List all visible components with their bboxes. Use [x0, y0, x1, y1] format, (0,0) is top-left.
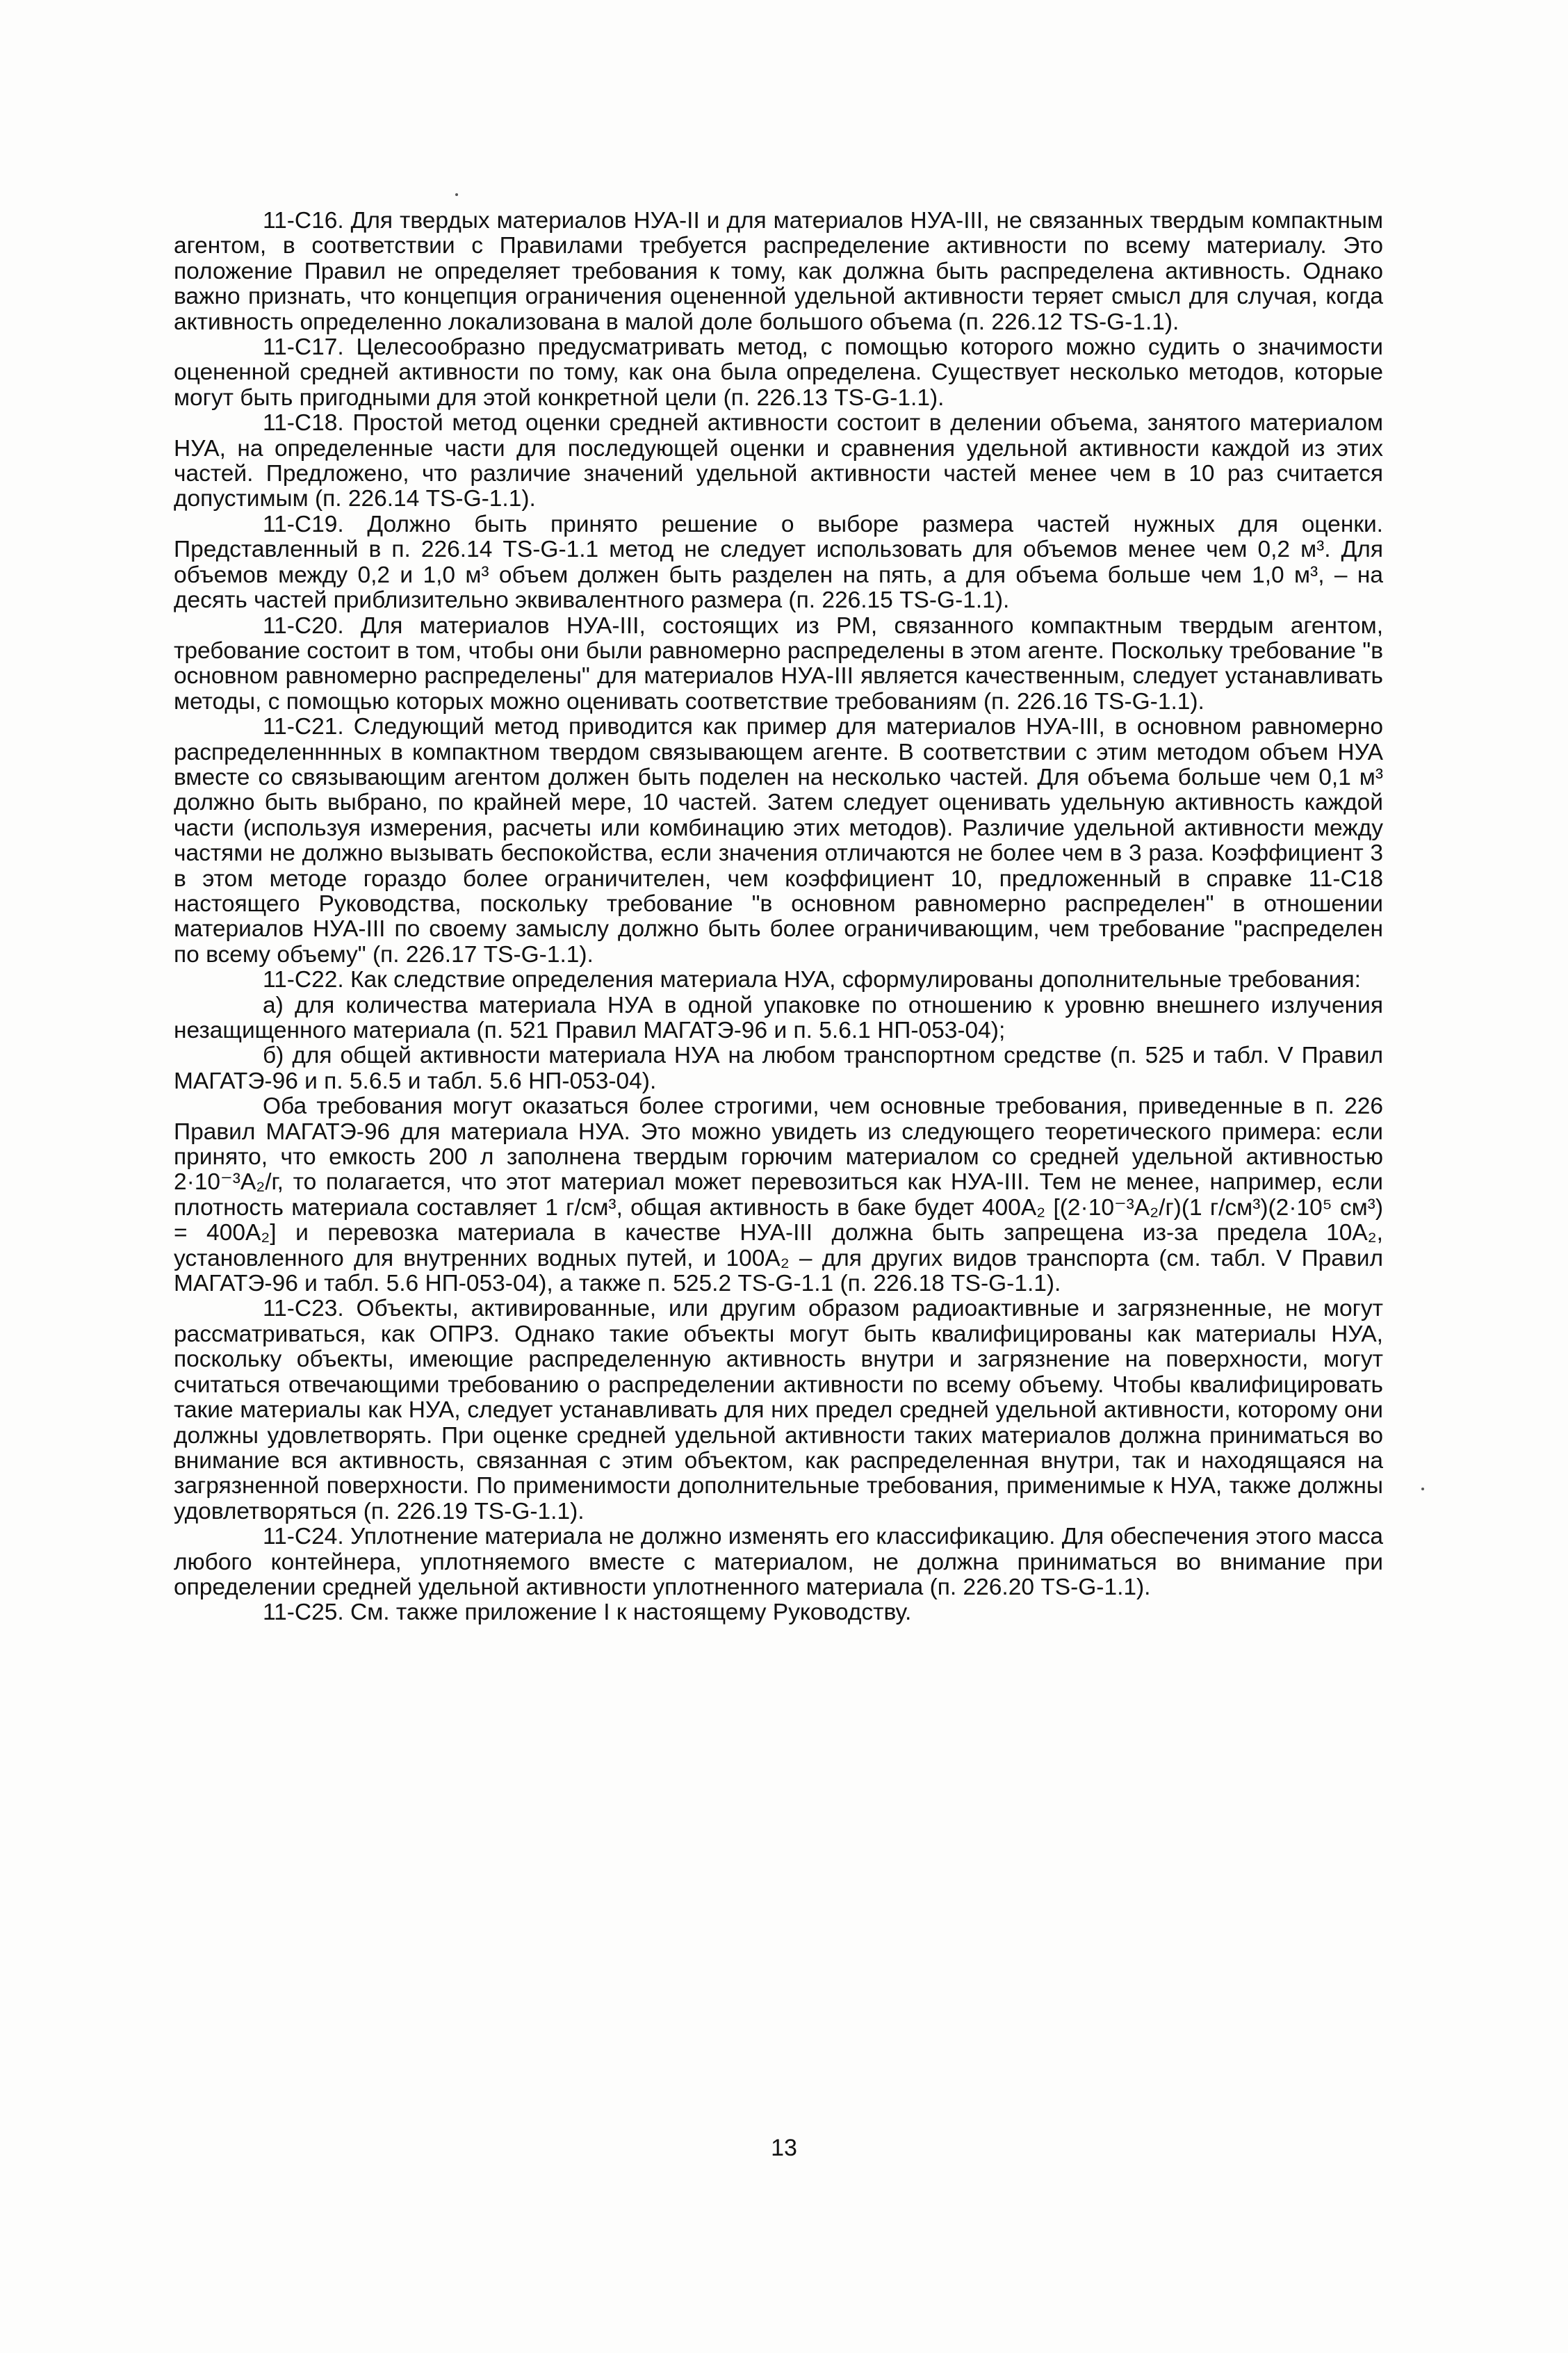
- list-item-b: б) для общей активности материала НУА на любом транспортном средстве (п. 525 и табл. V Правил МАГАТЭ-96 и п. 5.6.5 и табл. 5.6 НП-053-04).: [174, 1043, 1383, 1094]
- scan-speck: [455, 193, 458, 196]
- list-item-a: а) для количества материала НУА в одной упаковке по отношению к уровню внешнего излучения незащищенного материала (п. 521 Правил МАГАТЭ-96 и п. 5.6.1 НП-053-04);: [174, 992, 1383, 1043]
- paragraph-11-c18: 11-С18. Простой метод оценки средней активности состоит в делении объема, занятого материалом НУА, на определенные части для последующей оценки и сравнения удельной активности каждой из этих частей. Предложено, что различие значений удельной активности частей менее чем в 10 раз считается допустимым (п. 226.14 TS-G-1.1).: [174, 410, 1383, 512]
- paragraph-11-c17: 11-С17. Целесообразно предусматривать метод, с помощью которого можно судить о значимости оцененной средней активности по тому, как она была определена. Существует несколько методов, которые могут быть пригодными для этой конкретной цели (п. 226.13 TS-G-1.1).: [174, 334, 1383, 411]
- scan-speck: [1421, 1488, 1424, 1490]
- paragraph-11-c20: 11-С20. Для материалов НУА-III, состоящих из РМ, связанного компактным твердым агентом, требование состоит в том, чтобы они были равномерно распределены в этом агенте. Поскольку требование "в основном равномерно распределены" для материалов НУА-III является качественным, следует устанавливать методы, с помощью которых можно оценивать соответствие требованиям (п. 226.16 TS-G-1.1).: [174, 612, 1383, 715]
- paragraph-11-c24: 11-С24. Уплотнение материала не должно изменять его классификацию. Для обеспечения этого масса любого контейнера, уплотняемого вместе с материалом, не должна приниматься во внимание при определении средней удельной активности уплотненного материала (п. 226.20 TS-G-1.1).: [174, 1524, 1383, 1600]
- body-text: [174, 209, 1383, 1626]
- paragraph-11-c16: 11-С16. Для твердых материалов НУА-II и для материалов НУА-III, не связанных твердым компактным агентом, в соответствии с Правилами требуется распределение активности по всему материалу. Это положение Правил не определяет требования к тому, как должна быть распределена активность. Однако важно признать, что концепция ограничения оцененной удельной активности теряет смысл для случая, когда активность определенно локализована в малой доле большого объема (п. 226.12 TS-G-1.1).: [174, 208, 1383, 335]
- paragraph-example: Оба требования могут оказаться более строгими, чем основные требования, приведенные в п. 226 Правил МАГАТЭ-96 для материала НУА. Это можно увидеть из следующего теоретического примера: если принято, что емкость 200 л заполнена твердым горючим материалом со средней удельной активностью 2·10⁻³A₂/г, то полагается, что этот материал может перевозиться как НУА-III. Тем не менее, например, если плотность материала составляет 1 г/см³, общая активность в баке будет 400A₂ [(2·10⁻³A₂/г)(1 г/см³)(2·10⁵ см³) = 400A₂] и перевозка материала в качестве НУА-III должна быть запрещена из-за предела 10A₂, установленного для внутренних водных путей, и 100A₂ – для других видов транспорта (см. табл. V Правил МАГАТЭ-96 и табл. 5.6 НП-053-04), а также п. 525.2 TS-G-1.1 (п. 226.18 TS-G-1.1).: [174, 1093, 1383, 1297]
- paragraph-11-c25: 11-С25. См. также приложение I к настоящему Руководству.: [263, 1599, 912, 1626]
- paragraph-11-c21: 11-С21. Следующий метод приводится как пример для материалов НУА-III, в основном равномерно распределенннных в компактном твердом связывающем агенте. В соответствии с этим методом объем НУА вместе со связывающим агентом должен быть поделен на несколько частей. Для объема больше чем 0,1 м³ должно быть выбрано, по крайней мере, 10 частей. Затем следует оценивать удельную активность каждой части (используя измерения, расчеты или комбинацию этих методов). Различие удельной активности между частями не должно вызывать беспокойства, если значения отличаются не более чем в 3 раза. Коэффициент 3 в этом методе гораздо более ограничителен, чем коэффициент 10, предложенный в справке 11-С18 настоящего Руководства, поскольку требование "в основном равномерно распределен" в отношении материалов НУА-III по своему замыслу должно быть более ограничивающим, чем требование "распределен по всему объему" (п. 226.17 TS-G-1.1).: [174, 714, 1383, 968]
- paragraph-11-c22: 11-С22. Как следствие определения материала НУА, сформулированы дополнительные требования:: [263, 967, 1361, 993]
- paragraph-11-c19: 11-С19. Должно быть принято решение о выборе размера частей нужных для оценки. Представленный в п. 226.14 TS-G-1.1 метод не следует использовать для объемов менее чем 0,2 м³. Для объемов между 0,2 и 1,0 м³ объем должен быть разделен на пять, а для объема больше чем 1,0 м³, – на десять частей приблизительно эквивалентного размера (п. 226.15 TS-G-1.1).: [174, 511, 1383, 614]
- paragraph-11-c23: 11-С23. Объекты, активированные, или другим образом радиоактивные и загрязненные, не могут рассматриваться, как ОПРЗ. Однако такие объекты могут быть квалифицированы как материалы НУА, поскольку объекты, имеющие распределенную активность внутри и загрязнение на поверхности, могут считаться отвечающими требованию о распределении активности по всему объему. Чтобы квалифицировать такие материалы как НУА, следует устанавливать для них предел средней удельной активности, которому они должны удовлетворять. При оценке средней удельной активности таких материалов должна приниматься во внимание вся активность, связанная с этим объектом, как распределенная внутри, так и находящаяся на загрязненной поверхности. По применимости дополнительные требования, применимые к НУА, также должны удовлетворяться (п. 226.19 TS-G-1.1).: [174, 1296, 1383, 1524]
- page-number: 13: [771, 2135, 797, 2161]
